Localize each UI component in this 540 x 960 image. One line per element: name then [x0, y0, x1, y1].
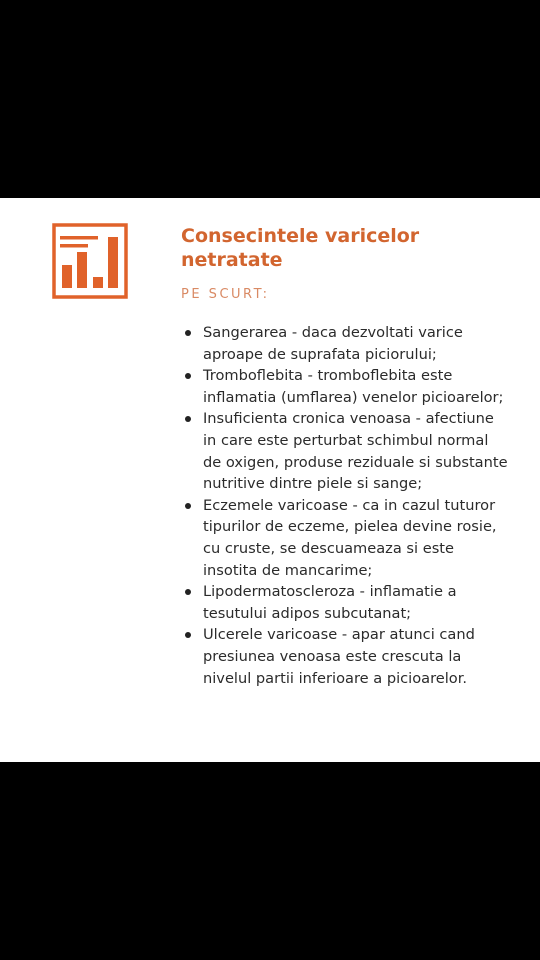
section-subtitle: PE SCURT:: [181, 287, 270, 302]
consequences-list: [181, 322, 511, 689]
list-item: [181, 624, 511, 689]
list-item-text: Eczemele varicoase - ca in cazul tuturor tipurilor de eczeme, pielea devine rosie, cu cruste, se descuameaza si este insotita de mancarime;: [203, 496, 497, 579]
list-item: [181, 408, 511, 494]
page-title: Consecintele varicelor netratate: [181, 225, 420, 271]
bullet-icon: [185, 589, 191, 595]
bullet-icon: [185, 330, 191, 336]
list-item-text: Tromboflebita - tromboflebita este inflamatia (umflarea) venelor picioarelor;: [203, 367, 504, 406]
list-item: [181, 495, 511, 581]
content-card: [0, 198, 540, 762]
bullet-icon: [185, 503, 191, 509]
list-item-text: Insuficienta cronica venoasa - afectiune in care este perturbat schimbul normal de oxigen, produse reziduale si substante nutritive dintre piele si sange;: [203, 410, 508, 493]
bar-chart-report-icon: [52, 223, 128, 299]
list-item-text: Sangerarea - daca dezvoltati varice aproape de suprafata piciorului;: [203, 324, 463, 363]
list-item-text: Ulcerele varicoase - apar atunci cand presiunea venoasa este crescuta la nivelul partii inferioare a picioarelor.: [203, 626, 475, 687]
list-item-text: Lipodermatoscleroza - inflamatie a tesutului adipos subcutanat;: [203, 583, 457, 622]
list-item: [181, 365, 511, 408]
bullet-icon: [185, 373, 191, 379]
list-item: [181, 322, 511, 365]
bullet-icon: [185, 632, 191, 638]
bullet-icon: [185, 416, 191, 422]
list-item: [181, 581, 511, 624]
